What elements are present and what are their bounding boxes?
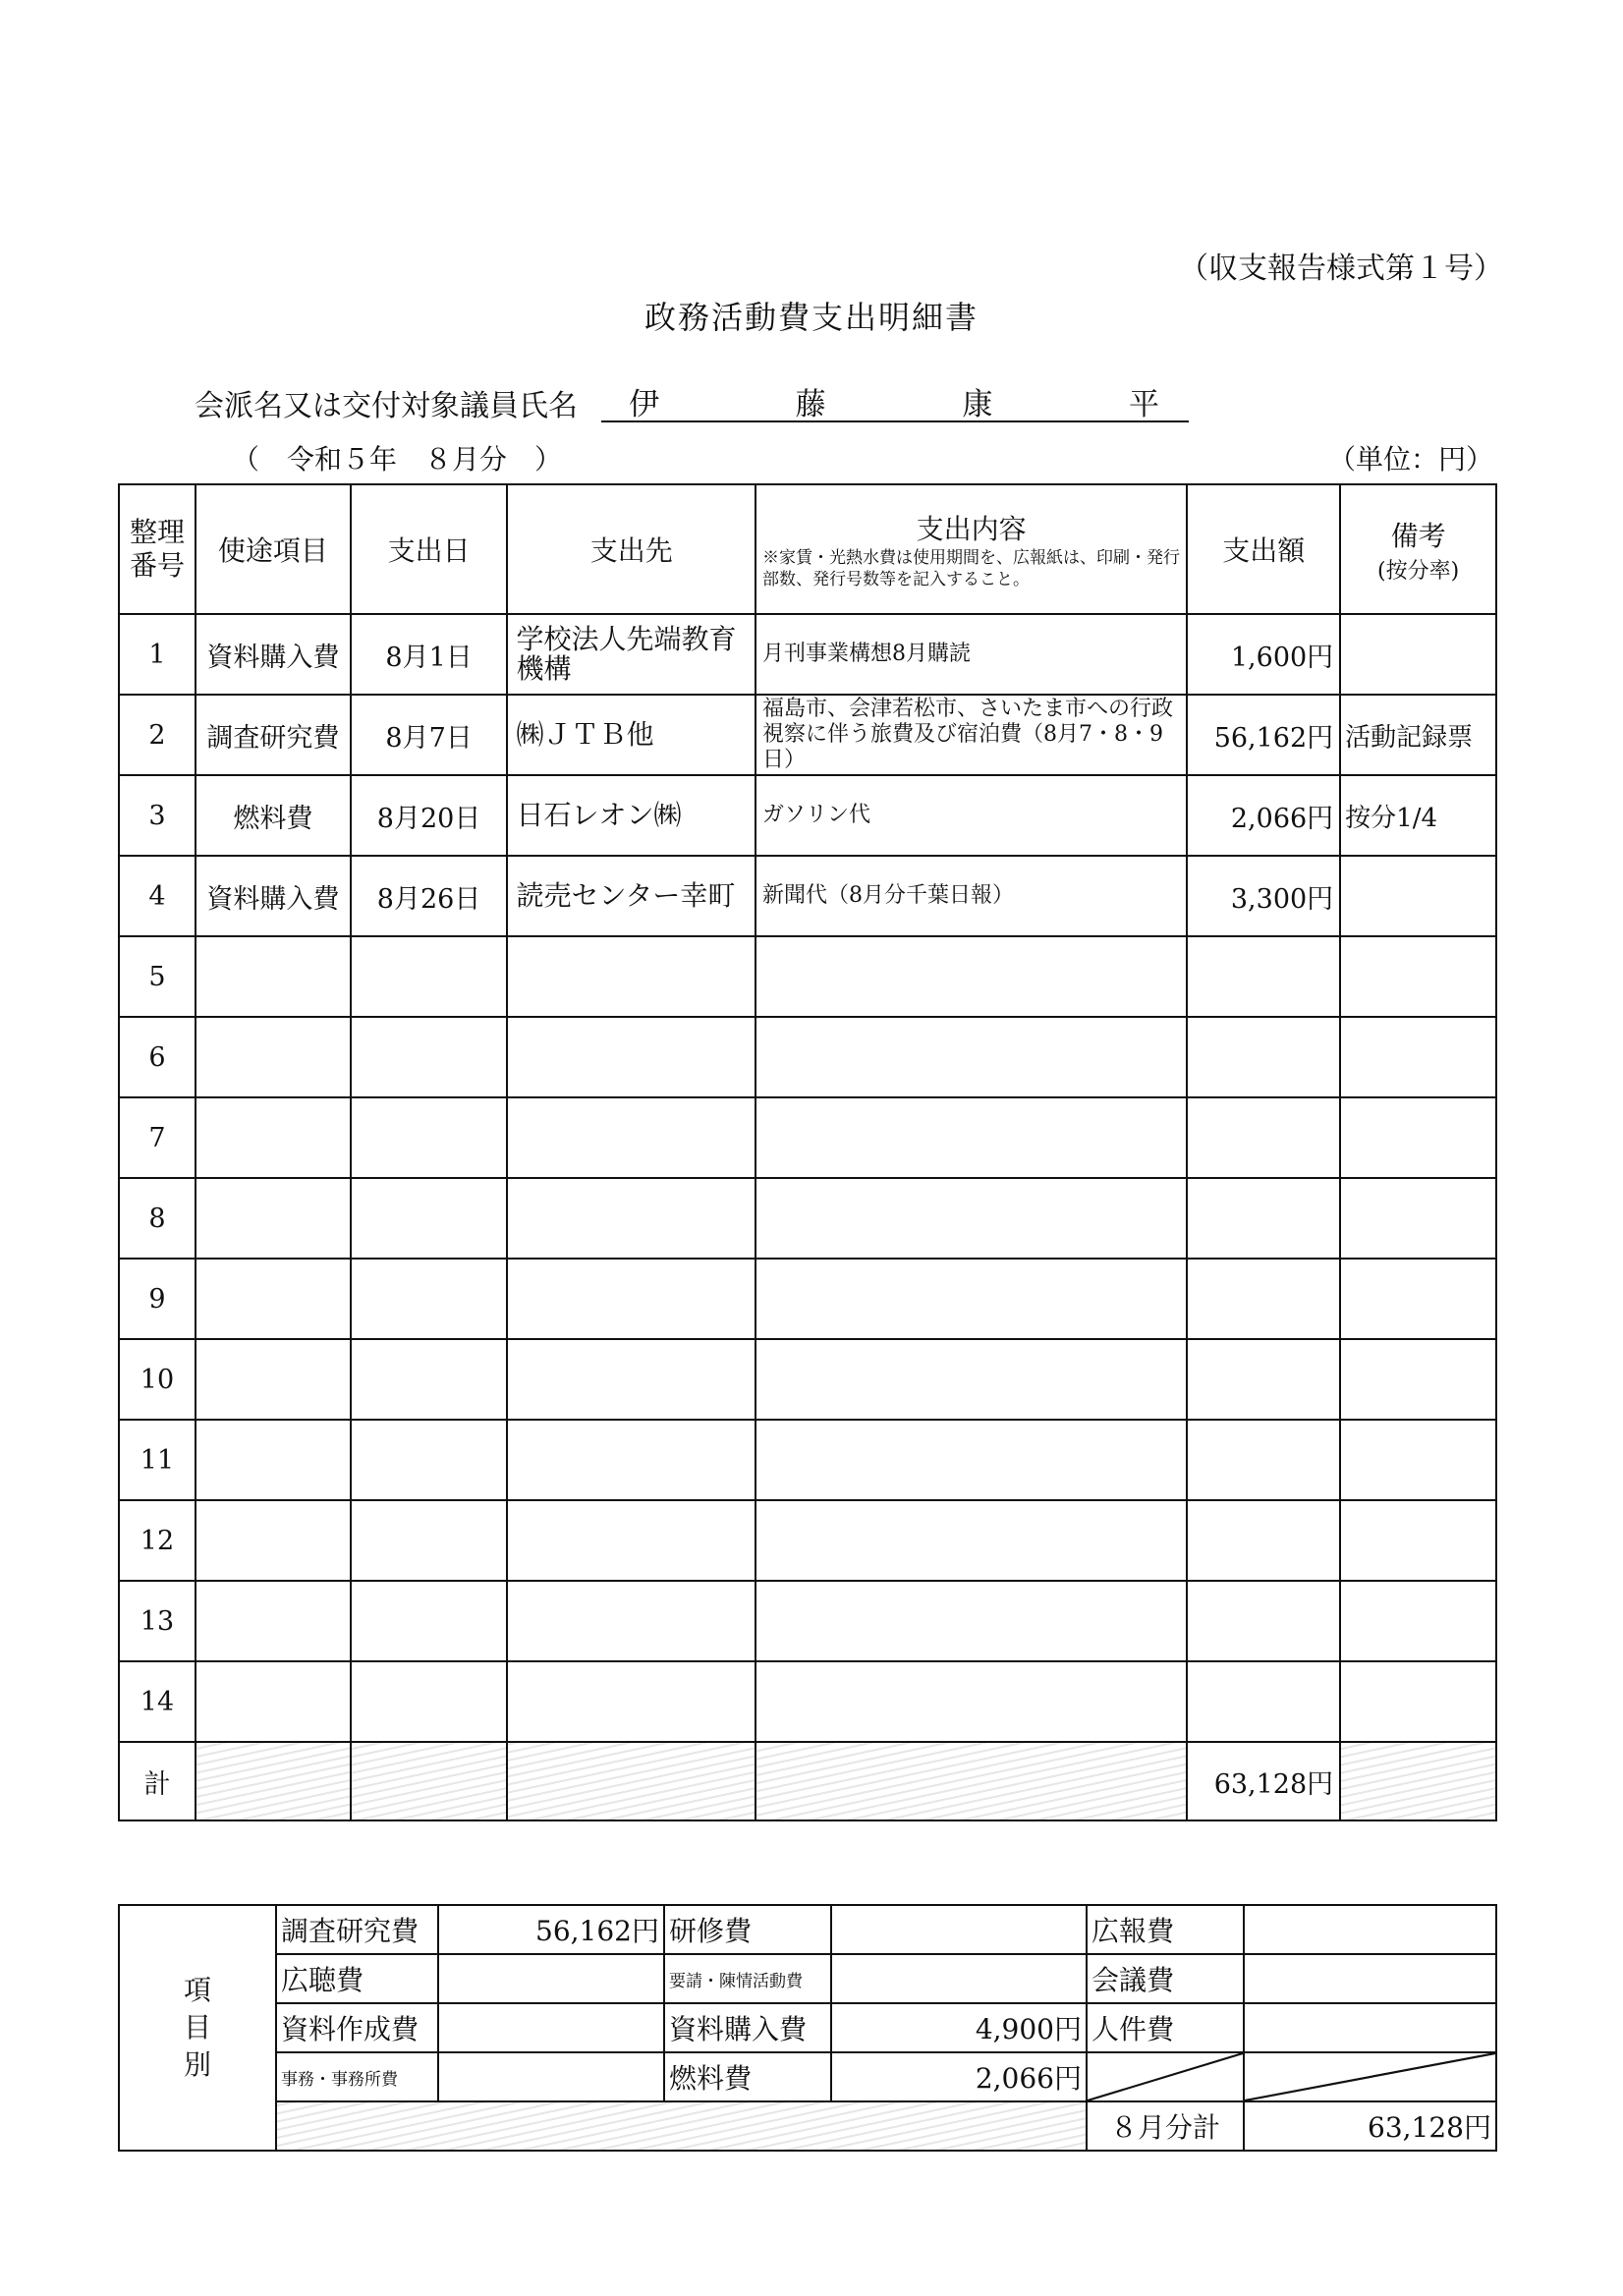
summary-label: 広報費 <box>1087 1905 1244 1954</box>
row-payee <box>507 1420 756 1500</box>
member-name-char: 平 <box>1128 387 1159 422</box>
header-no: 整理番号 <box>119 484 196 614</box>
summary-value <box>438 2052 664 2101</box>
row-detail <box>756 1259 1187 1339</box>
row-item <box>196 1017 351 1097</box>
summary-label: 広聴費 <box>276 1954 438 2003</box>
row-number: 9 <box>119 1259 196 1339</box>
total-amount: 63,128円 <box>1187 1742 1340 1820</box>
summary-value <box>1244 1954 1496 2003</box>
row-payee <box>507 1339 756 1420</box>
summary-crossed-cell <box>1244 2052 1496 2101</box>
row-payee <box>507 1017 756 1097</box>
summary-label: 研修費 <box>664 1905 831 1954</box>
row-date <box>351 936 508 1017</box>
table-row <box>119 695 1496 775</box>
summary-label: 要請・陳情活動費 <box>664 1954 831 2003</box>
row-payee: 日石レオン㈱ <box>507 775 756 856</box>
row-date <box>351 1420 508 1500</box>
total-blank <box>1340 1742 1496 1820</box>
row-remark <box>1340 1339 1496 1420</box>
table-row <box>119 1420 1496 1500</box>
table-row <box>119 1097 1496 1178</box>
total-blank <box>351 1742 508 1820</box>
row-detail: ガソリン代 <box>756 775 1187 856</box>
row-payee <box>507 936 756 1017</box>
row-remark <box>1340 614 1496 695</box>
row-detail <box>756 1500 1187 1581</box>
header-content-label: 支出内容 <box>916 513 1027 545</box>
header-remarks-sub: (按分率) <box>1377 558 1460 584</box>
header-amount: 支出額 <box>1187 484 1340 614</box>
row-amount <box>1187 1339 1340 1420</box>
row-remark <box>1340 1178 1496 1259</box>
table-row <box>119 1017 1496 1097</box>
row-item <box>196 1097 351 1178</box>
summary-label: 資料購入費 <box>664 2003 831 2052</box>
summary-value: 4,900円 <box>831 2003 1087 2052</box>
row-remark: 活動記録票 <box>1340 695 1496 775</box>
row-date <box>351 1581 508 1661</box>
member-name-char: 康 <box>962 387 993 422</box>
summary-value <box>438 1954 664 2003</box>
summary-value <box>831 1905 1087 1954</box>
row-number: 13 <box>119 1581 196 1661</box>
summary-crossed-cell <box>1087 2052 1244 2101</box>
expense-table <box>118 483 1497 1821</box>
table-row <box>119 1661 1496 1742</box>
row-number: 2 <box>119 695 196 775</box>
summary-value <box>438 2003 664 2052</box>
table-row <box>119 614 1496 695</box>
row-item: 燃料費 <box>196 775 351 856</box>
table-row <box>119 856 1496 936</box>
form-number: （収支報告様式第１号） <box>1179 252 1503 286</box>
summary-value: 2,066円 <box>831 2052 1087 2101</box>
header-remarks <box>1340 484 1496 614</box>
row-date <box>351 1178 508 1259</box>
category-summary-table <box>118 1904 1497 2152</box>
member-name-char: 藤 <box>795 387 826 422</box>
row-item <box>196 1339 351 1420</box>
row-detail: 福島市、会津若松市、さいたま市への行政視察に伴う旅費及び宿泊費（8月7・8・9日） <box>756 695 1187 775</box>
row-detail <box>756 1097 1187 1178</box>
row-item <box>196 1420 351 1500</box>
row-number: 6 <box>119 1017 196 1097</box>
summary-label: 事務・事務所費 <box>276 2052 438 2101</box>
total-blank <box>507 1742 756 1820</box>
row-payee <box>507 1581 756 1661</box>
row-number: 4 <box>119 856 196 936</box>
summary-label: 調査研究費 <box>276 1905 438 1954</box>
period: （ 令和５年 ８月分 ） <box>232 443 563 476</box>
row-amount <box>1187 1420 1340 1500</box>
row-amount <box>1187 936 1340 1017</box>
row-item <box>196 936 351 1017</box>
row-amount <box>1187 1581 1340 1661</box>
row-detail <box>756 1017 1187 1097</box>
row-amount <box>1187 1259 1340 1339</box>
row-date: 8月20日 <box>351 775 508 856</box>
header-content <box>756 484 1187 614</box>
row-detail <box>756 1581 1187 1661</box>
name-underline <box>601 420 1189 422</box>
header-date: 支出日 <box>351 484 508 614</box>
row-number: 8 <box>119 1178 196 1259</box>
document-title: 政務活動費支出明細書 <box>644 299 979 336</box>
row-amount <box>1187 1097 1340 1178</box>
row-number: 1 <box>119 614 196 695</box>
row-number: 3 <box>119 775 196 856</box>
row-remark: 按分1/4 <box>1340 775 1496 856</box>
total-blank <box>756 1742 1187 1820</box>
row-amount: 1,600円 <box>1187 614 1340 695</box>
row-payee <box>507 1097 756 1178</box>
row-date <box>351 1339 508 1420</box>
row-item: 調査研究費 <box>196 695 351 775</box>
row-remark <box>1340 936 1496 1017</box>
row-item <box>196 1500 351 1581</box>
summary-value: 56,162円 <box>438 1905 664 1954</box>
row-detail <box>756 1420 1187 1500</box>
row-date: 8月1日 <box>351 614 508 695</box>
table-row <box>119 1178 1496 1259</box>
row-remark <box>1340 1661 1496 1742</box>
table-row <box>119 1339 1496 1420</box>
unit-label: （単位：円） <box>1328 443 1494 476</box>
row-payee <box>507 1178 756 1259</box>
row-date <box>351 1017 508 1097</box>
row-number: 10 <box>119 1339 196 1420</box>
row-payee <box>507 1500 756 1581</box>
table-row <box>119 1259 1496 1339</box>
row-amount: 3,300円 <box>1187 856 1340 936</box>
row-date: 8月7日 <box>351 695 508 775</box>
table-row <box>119 775 1496 856</box>
row-detail <box>756 936 1187 1017</box>
row-remark <box>1340 856 1496 936</box>
total-blank <box>196 1742 351 1820</box>
row-number: 11 <box>119 1420 196 1500</box>
table-row <box>119 936 1496 1017</box>
row-date: 8月26日 <box>351 856 508 936</box>
table-row <box>119 1581 1496 1661</box>
summary-label: 資料作成費 <box>276 2003 438 2052</box>
row-date <box>351 1500 508 1581</box>
row-detail <box>756 1661 1187 1742</box>
row-remark <box>1340 1017 1496 1097</box>
header-item: 使途項目 <box>196 484 351 614</box>
table-row <box>119 1500 1496 1581</box>
row-remark <box>1340 1420 1496 1500</box>
row-payee: 読売センター幸町 <box>507 856 756 936</box>
row-item <box>196 1581 351 1661</box>
row-amount: 56,162円 <box>1187 695 1340 775</box>
row-number: 7 <box>119 1097 196 1178</box>
summary-value <box>1244 2003 1496 2052</box>
member-name <box>609 379 1179 423</box>
summary-value <box>831 1954 1087 2003</box>
row-remark <box>1340 1097 1496 1178</box>
row-remark <box>1340 1500 1496 1581</box>
row-item: 資料購入費 <box>196 614 351 695</box>
row-number: 14 <box>119 1661 196 1742</box>
row-amount <box>1187 1661 1340 1742</box>
row-payee <box>507 1661 756 1742</box>
row-remark <box>1340 1581 1496 1661</box>
row-date <box>351 1661 508 1742</box>
row-number: 5 <box>119 936 196 1017</box>
member-label: 会派名又は交付対象議員氏名 <box>195 389 578 423</box>
summary-blank <box>276 2101 1087 2151</box>
row-item <box>196 1178 351 1259</box>
summary-side-label: 項 目 別 <box>119 1905 276 2151</box>
header-content-note: ※家賃・光熱水費は使用期間を、広報紙は、印刷・発行部数、発行号数等を記入すること。 <box>762 548 1181 589</box>
row-amount <box>1187 1178 1340 1259</box>
row-detail <box>756 1339 1187 1420</box>
header-payee: 支出先 <box>507 484 756 614</box>
summary-label: 人件費 <box>1087 2003 1244 2052</box>
summary-label: 会議費 <box>1087 1954 1244 2003</box>
row-amount <box>1187 1017 1340 1097</box>
row-number: 12 <box>119 1500 196 1581</box>
row-item: 資料購入費 <box>196 856 351 936</box>
row-amount <box>1187 1500 1340 1581</box>
row-detail <box>756 1178 1187 1259</box>
header-remarks-label: 備考 <box>1390 519 1446 552</box>
row-remark <box>1340 1259 1496 1339</box>
row-amount: 2,066円 <box>1187 775 1340 856</box>
row-date <box>351 1097 508 1178</box>
row-date <box>351 1259 508 1339</box>
summary-label: 燃料費 <box>664 2052 831 2101</box>
row-detail: 新聞代（8月分千葉日報） <box>756 856 1187 936</box>
month-total-value: 63,128円 <box>1244 2101 1496 2151</box>
total-label: 計 <box>119 1742 196 1820</box>
month-total-label: ８月分計 <box>1087 2101 1244 2151</box>
summary-value <box>1244 1905 1496 1954</box>
row-payee: 学校法人先端教育機構 <box>507 614 756 695</box>
row-payee: ㈱ＪＴＢ他 <box>507 695 756 775</box>
row-item <box>196 1259 351 1339</box>
member-name-char: 伊 <box>629 387 659 422</box>
row-payee <box>507 1259 756 1339</box>
row-item <box>196 1661 351 1742</box>
row-detail: 月刊事業構想8月購読 <box>756 614 1187 695</box>
